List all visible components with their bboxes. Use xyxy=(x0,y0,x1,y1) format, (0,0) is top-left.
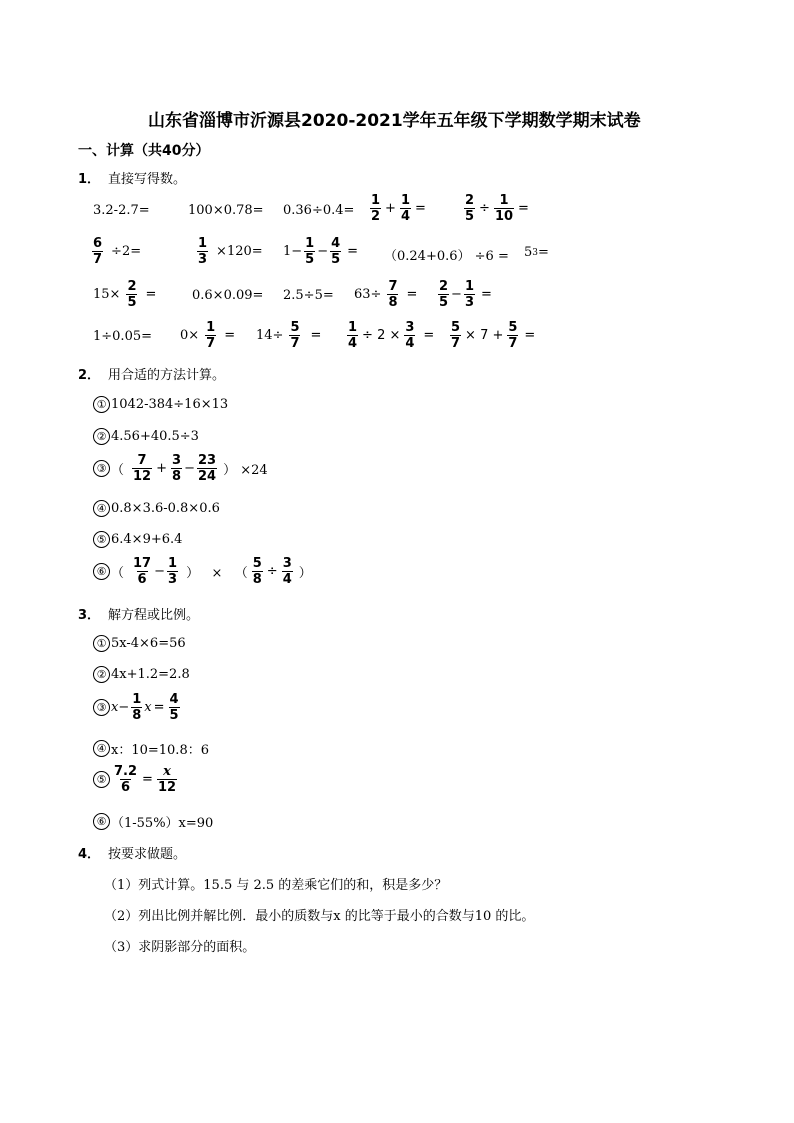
fraction xyxy=(157,764,177,795)
fraction xyxy=(282,556,293,587)
math-text: 0× xyxy=(180,328,200,343)
math-text: 24 xyxy=(197,469,217,484)
fraction xyxy=(507,320,518,351)
fraction xyxy=(404,320,415,351)
sub-question: （2）列出比例并解比例．最小的质数与x 的比等于最小的合数与10 的比。 xyxy=(104,909,535,924)
math-text: 8 xyxy=(252,572,262,587)
math-text: 8 xyxy=(132,708,142,723)
math-text: 4.56+40.5÷3 xyxy=(111,429,199,444)
fraction xyxy=(400,193,411,224)
math-text: 8 xyxy=(172,469,182,484)
section-heading: 一、计算（共40分） xyxy=(78,143,210,159)
math-text: = xyxy=(224,328,236,343)
fraction xyxy=(197,453,217,484)
math-text: 100×0.78= xyxy=(188,203,264,218)
math-text: ⑤ xyxy=(93,771,110,788)
math-text: 6.4×9+6.4 xyxy=(111,532,183,547)
math-text: = xyxy=(538,245,549,260)
fraction xyxy=(464,193,475,224)
fraction xyxy=(131,692,142,723)
math-text: = xyxy=(145,287,157,302)
math-text: = xyxy=(310,328,322,343)
math-text: ⑥ xyxy=(93,563,110,580)
math-text: 15× xyxy=(93,287,121,302)
sub-problem xyxy=(93,453,268,484)
fraction xyxy=(304,236,315,267)
math-text: 4 xyxy=(169,692,179,707)
math-text: ④ xyxy=(93,740,110,757)
math-text: x xyxy=(111,700,119,715)
math-text: ×120= xyxy=(216,244,263,259)
math-text: ② xyxy=(93,428,110,445)
fraction xyxy=(464,279,475,310)
math-text: 7.2 xyxy=(114,764,138,779)
math-text: 5 xyxy=(451,320,461,335)
fraction xyxy=(197,236,208,267)
fraction xyxy=(450,320,461,351)
math-text: = xyxy=(415,201,426,216)
math-text: = xyxy=(347,244,359,259)
math-text: + xyxy=(156,461,168,476)
math-text: 3 xyxy=(464,295,474,310)
math-text: 5 xyxy=(290,320,300,335)
math-text: 4 xyxy=(282,572,292,587)
math-text: 3 xyxy=(168,572,178,587)
math-text: 3 xyxy=(282,556,292,571)
math-text: （ xyxy=(111,566,125,581)
math-text: 3 xyxy=(532,247,539,258)
fraction xyxy=(126,279,137,310)
math-text: 7 xyxy=(290,336,300,351)
math-text: = xyxy=(423,328,435,343)
math-text: 0.36÷0.4= xyxy=(283,203,355,218)
math-text: ① xyxy=(93,396,110,413)
math-text: 1 xyxy=(348,320,358,335)
math-text: 5x-4×6=56 xyxy=(111,636,186,651)
problem xyxy=(384,245,509,264)
math-text: 4 xyxy=(331,236,341,251)
problem xyxy=(90,236,141,267)
math-text: = xyxy=(518,201,529,216)
math-text: x xyxy=(163,764,171,779)
math-text: 7 xyxy=(206,336,216,351)
fraction xyxy=(171,453,182,484)
math-text: 23 xyxy=(197,453,217,468)
math-text: ③ xyxy=(93,699,110,716)
math-text: 63÷ xyxy=(354,287,382,302)
math-text: 10 xyxy=(494,209,514,224)
problem xyxy=(188,203,264,218)
question-number: 2． xyxy=(78,368,101,383)
math-text: 7 xyxy=(508,336,518,351)
math-text: 7 xyxy=(93,252,103,267)
problem xyxy=(93,279,158,310)
problem xyxy=(256,320,323,351)
math-text: ÷2= xyxy=(111,244,142,259)
math-text: 1 xyxy=(206,320,216,335)
fraction xyxy=(370,193,381,224)
sub-problem xyxy=(93,764,179,795)
math-text: 5 xyxy=(331,252,341,267)
question-text: 用合适的方法计算。 xyxy=(108,368,226,383)
math-text: 12 xyxy=(133,469,152,484)
math-text: − xyxy=(184,461,195,476)
math-text: 0.8×3.6-0.8×0.6 xyxy=(111,501,220,516)
math-text: x xyxy=(144,700,152,715)
math-text: 7 xyxy=(137,453,147,468)
math-text: 2.5÷5= xyxy=(283,288,334,303)
math-text: ） xyxy=(298,566,312,581)
math-text: 1 xyxy=(400,193,410,208)
problem xyxy=(462,193,531,224)
math-text: = xyxy=(153,700,165,715)
sub-problem xyxy=(93,428,199,445)
math-text: = xyxy=(406,287,418,302)
math-text: 6 xyxy=(137,572,147,587)
sub-problem xyxy=(93,396,228,413)
fraction xyxy=(132,556,152,587)
math-text: 2 xyxy=(439,279,449,294)
math-text: − xyxy=(451,287,462,302)
math-text: 12 xyxy=(157,780,177,795)
math-text: 5 xyxy=(252,556,262,571)
math-text: 4 xyxy=(348,336,358,351)
question-number: 4． xyxy=(78,847,101,862)
sub-problem xyxy=(93,666,190,683)
math-text: 1− xyxy=(283,244,303,259)
math-text: 6 xyxy=(120,780,131,795)
math-text: − xyxy=(154,564,166,579)
math-text: = xyxy=(142,772,153,787)
question-number: 3． xyxy=(78,608,101,623)
math-text: ÷ xyxy=(479,201,490,216)
math-text: 3 xyxy=(198,252,208,267)
math-text: ） × （ xyxy=(186,566,248,581)
math-text: ÷ 2 × xyxy=(362,328,401,343)
math-text: 1 xyxy=(464,279,474,294)
math-text: ÷ xyxy=(266,564,278,579)
question-4 xyxy=(78,843,186,862)
problem xyxy=(283,288,334,303)
math-text: ④ xyxy=(93,500,110,517)
problem xyxy=(180,320,237,351)
math-text: = xyxy=(481,287,492,302)
question-text: 直接写得数。 xyxy=(108,172,187,187)
problem xyxy=(195,236,263,267)
math-text: 3 xyxy=(405,320,415,335)
math-text: ⑥ xyxy=(93,813,110,830)
problem xyxy=(345,320,436,351)
problem xyxy=(283,203,354,218)
math-text: − xyxy=(118,700,130,715)
math-text: + xyxy=(385,201,396,216)
math-text: 4 xyxy=(405,336,415,351)
problem xyxy=(436,279,494,310)
math-text: ③ xyxy=(93,460,110,477)
math-text: = xyxy=(524,328,536,343)
math-text: 7 xyxy=(451,336,461,351)
question-2 xyxy=(78,364,225,383)
math-text: 5 xyxy=(508,320,518,335)
math-text: 5 xyxy=(305,252,315,267)
math-text: 1 xyxy=(371,193,381,208)
math-text: 1 xyxy=(168,556,178,571)
math-text: 5 xyxy=(127,295,137,310)
sub-problem xyxy=(93,692,182,723)
math-text: （ xyxy=(111,463,125,478)
fraction xyxy=(330,236,341,267)
math-text: 5 xyxy=(169,708,179,723)
math-text: 5 xyxy=(439,295,449,310)
problem xyxy=(354,279,419,310)
math-text: 5 xyxy=(465,209,475,224)
fraction xyxy=(169,692,180,723)
math-text: （0.24+0.6） ÷6 = xyxy=(384,249,509,264)
sub-problem xyxy=(93,812,213,831)
problem xyxy=(448,320,537,351)
math-text: 7 xyxy=(388,279,398,294)
fraction xyxy=(252,556,263,587)
sub-problem xyxy=(93,739,209,758)
fraction xyxy=(289,320,300,351)
math-text: 0.6×0.09= xyxy=(192,288,264,303)
math-text: ） ×24 xyxy=(223,463,268,478)
math-text: 2 xyxy=(371,209,381,224)
math-text: 14÷ xyxy=(256,328,284,343)
problem xyxy=(93,203,150,218)
math-text: 3 xyxy=(172,453,182,468)
problem xyxy=(283,236,360,267)
problem xyxy=(192,288,263,303)
math-text: 2 xyxy=(465,193,475,208)
math-text: 3.2-2.7= xyxy=(93,203,150,218)
sub-question: （3）求阴影部分的面积。 xyxy=(104,940,256,955)
fraction xyxy=(132,453,152,484)
problem xyxy=(368,193,428,224)
math-text: 1 xyxy=(305,236,315,251)
math-text: 1÷0.05= xyxy=(93,329,153,344)
problem xyxy=(93,329,152,344)
math-text: 17 xyxy=(133,556,152,571)
math-text: ⑤ xyxy=(93,531,110,548)
math-text: 8 xyxy=(388,295,398,310)
sub-problem xyxy=(93,556,312,587)
page-title: 山东省淄博市沂源县2020-2021学年五年级下学期数学期末试卷 xyxy=(148,111,641,131)
math-text: x：10=10.8：6 xyxy=(111,743,209,758)
math-text: 1 xyxy=(198,236,208,251)
fraction xyxy=(92,236,103,267)
question-text: 按要求做题。 xyxy=(108,847,187,862)
problem xyxy=(524,245,549,260)
math-text: 1042-384÷16×13 xyxy=(111,397,229,412)
math-text: − xyxy=(317,244,329,259)
math-text: ① xyxy=(93,635,110,652)
math-text: 1 xyxy=(132,692,142,707)
question-3 xyxy=(78,604,199,623)
fraction xyxy=(113,764,138,795)
fraction xyxy=(494,193,514,224)
math-text: 2 xyxy=(127,279,137,294)
math-text: ② xyxy=(93,666,110,683)
fraction xyxy=(205,320,216,351)
fraction xyxy=(347,320,358,351)
sub-problem xyxy=(93,531,182,548)
math-text: 4x+1.2=2.8 xyxy=(111,667,190,682)
fraction xyxy=(387,279,398,310)
question-number: 1． xyxy=(78,172,101,187)
sub-problem xyxy=(93,635,186,652)
sub-problem xyxy=(93,500,220,517)
math-text: 1 xyxy=(499,193,509,208)
question-text: 解方程或比例。 xyxy=(108,608,200,623)
math-text: 5 xyxy=(524,245,533,260)
fraction xyxy=(438,279,449,310)
sub-question: （1）列式计算。15.5 与 2.5 的差乘它们的和，积是多少？ xyxy=(104,878,448,893)
math-text: （1-55%）x=90 xyxy=(111,816,214,831)
question-1 xyxy=(78,168,186,187)
math-text: 4 xyxy=(400,209,410,224)
math-text: × 7 + xyxy=(465,328,504,343)
fraction xyxy=(167,556,178,587)
math-text: 6 xyxy=(93,236,103,251)
